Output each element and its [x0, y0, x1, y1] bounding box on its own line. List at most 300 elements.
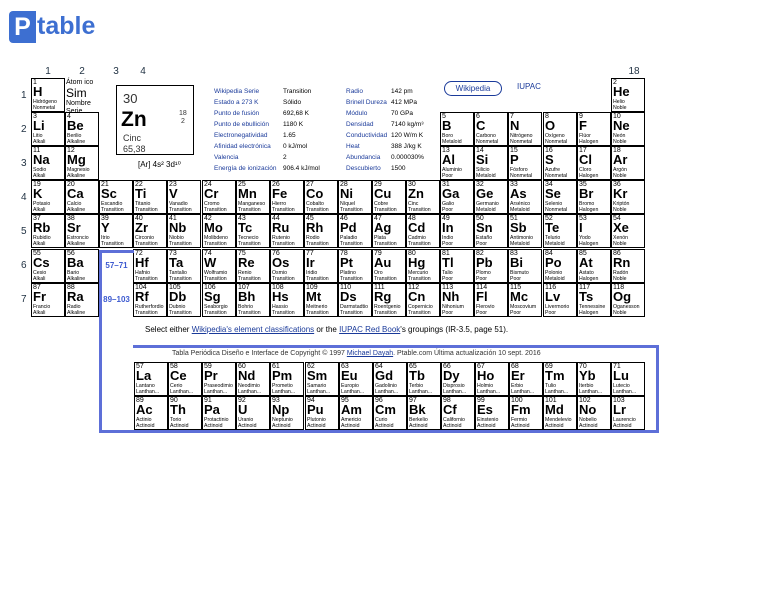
element-cell-mt[interactable] — [304, 283, 338, 317]
element-cell-rb[interactable] — [31, 214, 65, 248]
element-cell-fl[interactable] — [474, 283, 508, 317]
element-cell-v[interactable] — [167, 180, 201, 214]
element-category: Transition — [101, 241, 124, 247]
element-cell-tc[interactable] — [236, 214, 270, 248]
property-row — [214, 119, 339, 130]
atomic-number: 101 — [545, 397, 557, 404]
element-symbol: Cd — [408, 220, 426, 235]
atomic-number: 72 — [135, 250, 143, 257]
element-name: Bromo — [579, 201, 595, 207]
element-cell-cl[interactable] — [577, 146, 611, 180]
element-name: Rodio — [306, 235, 320, 241]
atomic-number: 98 — [443, 397, 451, 404]
element-cell-rn[interactable] — [611, 249, 645, 283]
iupac-red-book-link[interactable]: IUPAC Red Book — [339, 325, 401, 334]
period-label-7[interactable]: 7 — [21, 294, 27, 305]
element-cell-i[interactable] — [577, 214, 611, 248]
element-symbol: Ar — [613, 152, 628, 167]
period-label-4[interactable]: 4 — [21, 192, 27, 203]
element-category: Lanthan... — [170, 389, 194, 395]
element-cell-pr[interactable] — [202, 362, 236, 396]
atomic-number: 62 — [307, 363, 315, 370]
property-key[interactable]: Wikipedia Serie — [214, 88, 260, 95]
group-header-3[interactable]: 3 — [113, 66, 119, 77]
element-name: Plomo — [476, 270, 491, 276]
element-cell-at[interactable] — [577, 249, 611, 283]
element-name: Radio — [67, 304, 81, 310]
atomic-number: 38 — [67, 215, 75, 222]
element-cell-li[interactable] — [31, 112, 65, 146]
element-cell-am[interactable] — [339, 396, 373, 430]
property-key[interactable]: Punto de fusión — [214, 110, 260, 117]
group-header-2[interactable]: 2 — [79, 66, 85, 77]
element-cell-nh[interactable] — [440, 283, 474, 317]
f-block-bottom-bar — [99, 430, 659, 433]
atomic-number: 17 — [579, 147, 587, 154]
element-cell-cn[interactable] — [406, 283, 440, 317]
element-cell-th[interactable] — [168, 396, 202, 430]
element-cell-te[interactable] — [543, 214, 577, 248]
ptable-logo[interactable] — [9, 10, 95, 43]
element-category: Transition — [374, 241, 397, 247]
element-cell-ra[interactable] — [65, 283, 99, 317]
period-label-6[interactable]: 6 — [21, 260, 27, 271]
period-label-2[interactable]: 2 — [21, 124, 27, 135]
element-symbol: Rh — [306, 220, 324, 235]
element-name: Silicio — [476, 167, 490, 173]
element-cell-ts[interactable] — [577, 283, 611, 317]
element-cell-os[interactable] — [270, 249, 304, 283]
element-name: Cromo — [204, 201, 220, 207]
element-category: Actinoid — [170, 423, 189, 429]
wikipedia-classifications-link[interactable]: Wikipedia's element classifications — [191, 325, 315, 334]
property-key[interactable]: Afinidad electrónica — [214, 143, 271, 150]
element-category: Transition — [135, 207, 158, 213]
property-value: 1500 — [391, 165, 406, 172]
element-category: Actinoid — [375, 423, 394, 429]
element-symbol: Mt — [306, 289, 322, 304]
element-cell-bi[interactable] — [508, 249, 542, 283]
element-category: Transition — [204, 310, 227, 316]
element-symbol: Si — [476, 152, 489, 167]
element-symbol: Pb — [476, 255, 493, 270]
element-cell-w[interactable] — [202, 249, 236, 283]
element-symbol: Og — [613, 289, 632, 304]
element-name: Circonio — [135, 235, 155, 241]
element-category: Alkaline — [67, 173, 86, 179]
element-cell-eu[interactable] — [339, 362, 373, 396]
element-name: Torio — [170, 417, 182, 423]
atomic-number: 41 — [169, 215, 177, 222]
element-cell-dy[interactable] — [441, 362, 475, 396]
element-category: Poor — [442, 207, 453, 213]
selected-mass: 65,38 — [123, 144, 146, 154]
atomic-number: 88 — [67, 284, 75, 291]
element-cell-cr[interactable] — [202, 180, 236, 214]
element-cell-er[interactable] — [509, 362, 543, 396]
element-cell-ne[interactable] — [611, 112, 645, 146]
element-cell-ni[interactable] — [338, 180, 372, 214]
element-symbol: Tl — [442, 255, 454, 270]
element-cell-ir[interactable] — [304, 249, 338, 283]
element-symbol: La — [136, 368, 152, 383]
element-symbol: I — [579, 220, 583, 235]
element-cell-mc[interactable] — [508, 283, 542, 317]
element-category: Noble — [613, 241, 627, 247]
element-cell-re[interactable] — [236, 249, 270, 283]
element-symbol: C — [476, 118, 486, 133]
atomic-number: 109 — [306, 284, 318, 291]
element-category: Alkaline — [67, 241, 86, 247]
select-text-pre: Select either — [145, 325, 192, 334]
element-cell-zr[interactable] — [133, 214, 167, 248]
element-category: Alkaline — [67, 139, 86, 145]
property-key[interactable]: Abundancia — [346, 154, 381, 161]
atomic-number: 55 — [33, 250, 41, 257]
property-key[interactable]: Módulo — [346, 110, 368, 117]
element-cell-cs[interactable] — [31, 249, 65, 283]
element-cell-mn[interactable] — [236, 180, 270, 214]
element-category: Nonmetal — [510, 173, 533, 179]
element-category: Lanthan... — [272, 389, 296, 395]
element-symbol: Rf — [135, 289, 149, 304]
element-cell-hs[interactable] — [270, 283, 304, 317]
element-cell-p[interactable] — [508, 146, 542, 180]
element-name: Cinc — [408, 201, 419, 207]
element-cell-ar[interactable] — [611, 146, 645, 180]
element-cell-he[interactable] — [611, 78, 645, 112]
element-name: Mendelevio — [545, 417, 572, 423]
element-cell-y[interactable] — [99, 214, 133, 248]
element-category: Transition — [204, 241, 227, 247]
element-cell-sc[interactable] — [99, 180, 133, 214]
element-symbol: Lv — [545, 289, 561, 304]
element-cell-lr[interactable] — [611, 396, 645, 430]
element-cell-zn[interactable] — [406, 180, 440, 214]
element-cell-og[interactable] — [611, 283, 645, 317]
element-cell-ga[interactable] — [440, 180, 474, 214]
element-cell-po[interactable] — [543, 249, 577, 283]
element-cell-es[interactable] — [475, 396, 509, 430]
element-cell-sn[interactable] — [474, 214, 508, 248]
element-name: Hassio — [272, 304, 288, 310]
element-category: Transition — [340, 207, 363, 213]
element-symbol: Hf — [135, 255, 149, 270]
element-category: Actinoid — [204, 423, 223, 429]
lanthanide-placeholder[interactable]: 57–71 — [105, 261, 128, 270]
element-cell-pt[interactable] — [338, 249, 372, 283]
element-cell-fm[interactable] — [509, 396, 543, 430]
element-cell-ti[interactable] — [133, 180, 167, 214]
element-cell-hg[interactable] — [406, 249, 440, 283]
element-name: Oro — [374, 270, 383, 276]
element-category: Transition — [135, 276, 158, 282]
atomic-number: 39 — [101, 215, 109, 222]
element-symbol: In — [442, 220, 454, 235]
element-name: Litio — [33, 133, 43, 139]
element-category: Transition — [238, 207, 261, 213]
element-cell-mo[interactable] — [202, 214, 236, 248]
atomic-number: 33 — [510, 181, 518, 188]
property-row — [346, 97, 441, 108]
element-category: Transition — [408, 207, 431, 213]
element-cell-fe[interactable] — [270, 180, 304, 214]
element-category: Alkali — [33, 173, 46, 179]
element-name: Astato — [579, 270, 594, 276]
element-cell-cf[interactable] — [441, 396, 475, 430]
element-cell-hf[interactable] — [133, 249, 167, 283]
element-category: Transition — [272, 207, 295, 213]
element-cell-fr[interactable] — [31, 283, 65, 317]
author-link[interactable]: Michael Dayah — [346, 350, 394, 357]
element-category: Alkali — [33, 241, 46, 247]
element-category: Actinoid — [511, 423, 530, 429]
element-cell-sr[interactable] — [65, 214, 99, 248]
atomic-number: 70 — [579, 363, 587, 370]
property-key[interactable]: Punto de ebullición — [214, 121, 269, 128]
copyright-line — [172, 350, 541, 357]
atomic-number: 100 — [511, 397, 523, 404]
element-symbol: Be — [67, 118, 84, 133]
property-key[interactable]: Electronegatividad — [214, 132, 268, 139]
element-cell-nb[interactable] — [167, 214, 201, 248]
element-name: Aluminio — [442, 167, 462, 173]
property-value: Transition — [283, 88, 312, 95]
element-symbol: Al — [442, 152, 455, 167]
element-cell-kr[interactable] — [611, 180, 645, 214]
element-cell-s[interactable] — [543, 146, 577, 180]
property-key[interactable]: Brinell Dureza — [346, 99, 387, 106]
element-cell-bk[interactable] — [407, 396, 441, 430]
element-cell-cu[interactable] — [372, 180, 406, 214]
element-symbol: Ru — [272, 220, 290, 235]
element-cell-gd[interactable] — [373, 362, 407, 396]
element-symbol: Pt — [340, 255, 353, 270]
property-key[interactable]: Densidad — [346, 121, 374, 128]
element-cell-yb[interactable] — [577, 362, 611, 396]
element-cell-pa[interactable] — [202, 396, 236, 430]
property-row — [214, 163, 339, 174]
element-cell-mg[interactable] — [65, 146, 99, 180]
property-key[interactable]: Heat — [346, 143, 360, 150]
element-category: Transition — [374, 207, 397, 213]
element-name: Iterbio — [579, 383, 594, 389]
element-cell-sg[interactable] — [202, 283, 236, 317]
property-key[interactable]: Energía de ionización — [214, 165, 277, 172]
element-cell-db[interactable] — [167, 283, 201, 317]
element-cell-se[interactable] — [543, 180, 577, 214]
element-cell-as[interactable] — [508, 180, 542, 214]
atomic-number: 92 — [238, 397, 246, 404]
property-row — [346, 152, 441, 163]
element-cell-ta[interactable] — [167, 249, 201, 283]
property-key[interactable]: Descubierto — [346, 165, 381, 172]
element-name: Tecnecio — [238, 235, 259, 241]
element-cell-tm[interactable] — [543, 362, 577, 396]
atomic-number: 58 — [170, 363, 178, 370]
element-cell-co[interactable] — [304, 180, 338, 214]
legend-label-2: Nombre — [66, 100, 91, 107]
element-category: Metaloid — [476, 173, 496, 179]
element-cell-na[interactable] — [31, 146, 65, 180]
element-name: Nitrógeno — [510, 133, 533, 139]
period-label-1[interactable]: 1 — [21, 90, 27, 101]
element-name: Darmstadtio — [340, 304, 368, 310]
element-cell-pb[interactable] — [474, 249, 508, 283]
element-cell-ds[interactable] — [338, 283, 372, 317]
element-symbol: Se — [545, 186, 561, 201]
element-name: Flerovio — [476, 304, 495, 310]
element-symbol: Gd — [375, 368, 394, 383]
element-cell-au[interactable] — [372, 249, 406, 283]
element-category: Lanthan... — [613, 389, 637, 395]
selected-symbol: Zn — [121, 108, 147, 131]
element-cell-ge[interactable] — [474, 180, 508, 214]
atomic-number: 54 — [613, 215, 621, 222]
property-row — [346, 86, 441, 97]
element-cell-la[interactable] — [134, 362, 168, 396]
group-header-1[interactable]: 1 — [45, 66, 51, 77]
element-cell-np[interactable] — [270, 396, 304, 430]
element-symbol: Pa — [204, 402, 220, 417]
atomic-number: 82 — [476, 250, 484, 257]
atomic-number: 91 — [204, 397, 212, 404]
element-symbol: Nh — [442, 289, 460, 304]
element-name: Curio — [375, 417, 388, 423]
element-cell-o[interactable] — [543, 112, 577, 146]
element-cell-lu[interactable] — [611, 362, 645, 396]
atomic-number: 74 — [204, 250, 212, 257]
element-category: Transition — [306, 241, 329, 247]
element-cell-c[interactable] — [474, 112, 508, 146]
element-cell-ag[interactable] — [372, 214, 406, 248]
actinide-placeholder[interactable]: 89–103 — [103, 295, 130, 304]
element-category: Poor — [476, 276, 487, 282]
element-cell-pd[interactable] — [338, 214, 372, 248]
element-cell-tl[interactable] — [440, 249, 474, 283]
element-category: Actinoid — [238, 423, 257, 429]
element-symbol: Sg — [204, 289, 221, 304]
element-cell-nd[interactable] — [236, 362, 270, 396]
element-name: Californio — [443, 417, 465, 423]
element-category: Transition — [169, 241, 192, 247]
element-cell-n[interactable] — [508, 112, 542, 146]
element-cell-ce[interactable] — [168, 362, 202, 396]
element-cell-bh[interactable] — [236, 283, 270, 317]
element-category: Lanthan... — [511, 389, 535, 395]
element-cell-cm[interactable] — [373, 396, 407, 430]
iupac-toggle-button[interactable]: IUPAC — [517, 82, 541, 91]
atomic-number: 30 — [408, 181, 416, 188]
element-name: Disprosio — [443, 383, 465, 389]
element-cell-lv[interactable] — [543, 283, 577, 317]
element-cell-k[interactable] — [31, 180, 65, 214]
element-cell-h[interactable] — [31, 78, 65, 112]
element-cell-cd[interactable] — [406, 214, 440, 248]
atomic-number: 46 — [340, 215, 348, 222]
element-cell-no[interactable] — [577, 396, 611, 430]
period-label-5[interactable]: 5 — [21, 226, 27, 237]
legend-symbol: Sim — [66, 86, 87, 100]
element-cell-ho[interactable] — [475, 362, 509, 396]
atomic-number: 50 — [476, 215, 484, 222]
property-key[interactable]: Radio — [346, 88, 363, 95]
atomic-number: 7 — [510, 113, 514, 120]
property-key[interactable]: Estado a 273 K — [214, 99, 259, 106]
element-category: Alkali — [33, 276, 46, 282]
group-header-4[interactable]: 4 — [140, 66, 146, 77]
element-cell-rf[interactable] — [133, 283, 167, 317]
element-cell-md[interactable] — [543, 396, 577, 430]
element-cell-be[interactable] — [65, 112, 99, 146]
atomic-number: 57 — [136, 363, 144, 370]
atomic-number: 116 — [545, 284, 557, 291]
element-symbol: Sr — [67, 220, 81, 235]
element-cell-pm[interactable] — [270, 362, 304, 396]
element-name: Wolframio — [204, 270, 228, 276]
element-symbol: Ti — [135, 186, 147, 201]
element-cell-al[interactable] — [440, 146, 474, 180]
period-label-3[interactable]: 3 — [21, 158, 27, 169]
element-category: Metaloid — [476, 207, 496, 213]
element-cell-sb[interactable] — [508, 214, 542, 248]
element-name: Plutonio — [307, 417, 326, 423]
element-cell-in[interactable] — [440, 214, 474, 248]
property-key[interactable]: Conductividad — [346, 132, 388, 139]
element-symbol: Ta — [169, 255, 184, 270]
element-category: Poor — [442, 310, 453, 316]
element-cell-tb[interactable] — [407, 362, 441, 396]
property-key[interactable]: Valencia — [214, 154, 239, 161]
element-cell-ca[interactable] — [65, 180, 99, 214]
element-cell-ru[interactable] — [270, 214, 304, 248]
atomic-number: 117 — [579, 284, 591, 291]
element-symbol: B — [442, 118, 452, 133]
element-category: Alkaline — [67, 276, 86, 282]
atomic-number: 84 — [545, 250, 553, 257]
element-symbol: Ra — [67, 289, 84, 304]
element-symbol: Fl — [476, 289, 488, 304]
atomic-number: 107 — [238, 284, 250, 291]
element-cell-rh[interactable] — [304, 214, 338, 248]
element-cell-rg[interactable] — [372, 283, 406, 317]
property-value: 0 kJ/mol — [283, 143, 308, 150]
element-name: Terbio — [409, 383, 424, 389]
element-name: Americio — [341, 417, 362, 423]
element-cell-pu[interactable] — [305, 396, 339, 430]
element-cell-ac[interactable] — [134, 396, 168, 430]
element-cell-b[interactable] — [440, 112, 474, 146]
wikipedia-toggle-button[interactable]: Wikipedia — [444, 81, 502, 96]
element-symbol: Hs — [272, 289, 289, 304]
property-value: 70 GPa — [391, 110, 414, 117]
element-cell-ba[interactable] — [65, 249, 99, 283]
element-cell-u[interactable] — [236, 396, 270, 430]
element-name: Hafnio — [135, 270, 150, 276]
element-category: Actinoid — [409, 423, 428, 429]
group-header-18[interactable]: 18 — [628, 66, 640, 77]
element-cell-f[interactable] — [577, 112, 611, 146]
element-cell-xe[interactable] — [611, 214, 645, 248]
element-cell-si[interactable] — [474, 146, 508, 180]
element-symbol: Cs — [33, 255, 50, 270]
element-symbol: Na — [33, 152, 50, 167]
element-category: Poor — [442, 241, 453, 247]
element-category: Metaloid — [510, 241, 530, 247]
atomic-number: 28 — [340, 181, 348, 188]
element-cell-sm[interactable] — [305, 362, 339, 396]
element-cell-br[interactable] — [577, 180, 611, 214]
